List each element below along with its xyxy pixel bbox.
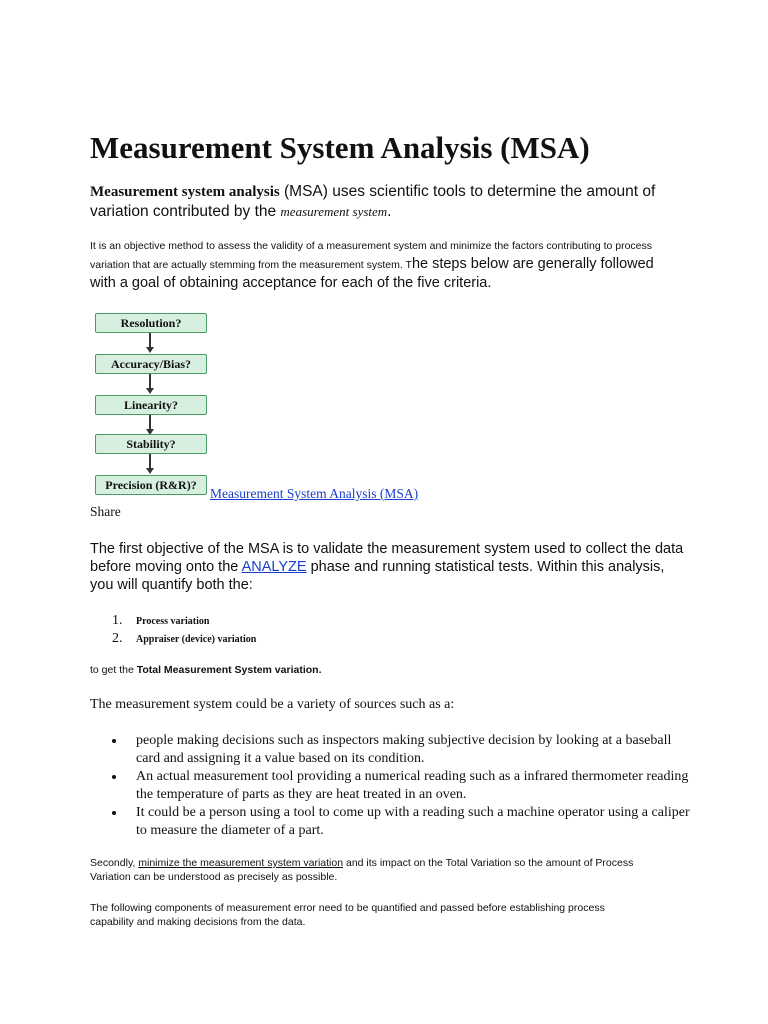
flow-step-precision: Precision (R&R)? (95, 475, 207, 495)
first-objective-text-2: phase and running statistical tests. Within this analysis, you will quantify both the: (90, 559, 665, 593)
flow-step-resolution: Resolution? (95, 313, 207, 333)
list-item (112, 612, 256, 630)
first-objective-text-1: The first objective of the MSA is to validate the measurement system used to collect the data before moving onto the (90, 541, 684, 575)
page-title: Measurement System Analysis (MSA) (90, 130, 590, 165)
intro-italic-term: measurement system (280, 204, 388, 219)
flow-arrow (149, 415, 151, 429)
intro-text-2: . (387, 203, 392, 220)
list-item (110, 804, 690, 840)
msa-image-link[interactable]: Measurement System Analysis (MSA) (210, 486, 419, 501)
list-item (112, 630, 256, 648)
list-text: Process variation (136, 616, 210, 627)
intro-bold-term: Measurement system analysis (90, 184, 280, 200)
list-text: Appraiser (device) variation (136, 634, 257, 645)
flow-arrow-head (146, 388, 154, 394)
objective-large-text: he steps below are generally followed with a goal of obtaining acceptance for each of the five criteria. (90, 256, 654, 291)
components-paragraph: The following components of measurement error need to be quantified and passed before establishing process capability and making decisions from the data. (90, 902, 605, 928)
secondly-paragraph (90, 856, 650, 884)
first-objective-paragraph (90, 540, 690, 594)
flow-step-linearity: Linearity? (95, 395, 207, 415)
objective-paragraph (90, 237, 680, 293)
intro-paragraph (90, 182, 670, 221)
list-item (110, 768, 690, 804)
msa-flowchart (95, 313, 215, 503)
variation-list (112, 612, 256, 648)
flow-arrow-head (146, 468, 154, 474)
list-number: 2. (112, 631, 123, 646)
flow-step-stability: Stability? (95, 434, 207, 454)
bullet-text: An actual measurement tool providing a numerical reading such as a infrared thermometer reading the temperature of parts as they are heat treated in an oven. (136, 769, 689, 802)
bullet-text: It could be a person using a tool to come up with a reading such a machine operator using a caliper to measure the diameter of a part. (136, 805, 690, 838)
bullet-text: people making decisions such as inspectors making subjective decision by looking at a baseball card and assigning it a value based on its condition. (136, 733, 672, 766)
intro-text-1: (MSA) uses scientific tools to determine the amount of variation contributed by the (90, 183, 656, 220)
bullet-icon (112, 811, 116, 815)
bullet-icon (112, 775, 116, 779)
sources-intro: The measurement system could be a variety of sources such as a: (90, 697, 455, 712)
secondly-text-2: and its impact on the Total Variation so the amount of Process Variation can be understood as precisely as possible. (90, 857, 634, 883)
analyze-link[interactable]: ANALYZE (241, 559, 307, 575)
list-number: 1. (112, 613, 123, 628)
objective-small-text: It is an objective method to assess the validity of a measurement system and minimize the factors contributing to process variation that are actually stemming from the measurement system. T (90, 240, 653, 271)
flow-arrow (149, 333, 151, 347)
flow-step-accuracy: Accuracy/Bias? (95, 354, 207, 374)
minimize-variation-link[interactable]: minimize the measurement system variation (138, 857, 344, 869)
list-item (110, 732, 690, 768)
secondly-text-1: Secondly, (90, 857, 139, 869)
total-variation-text: to get the (90, 664, 137, 676)
share-link[interactable]: Share (90, 504, 121, 519)
flow-arrow (149, 374, 151, 388)
total-variation-paragraph (90, 664, 321, 676)
bullet-icon (112, 739, 116, 743)
flow-arrow-head (146, 347, 154, 353)
total-variation-bold: Total Measurement System variation. (136, 664, 322, 676)
flow-arrow (149, 454, 151, 468)
sources-list (110, 732, 690, 840)
